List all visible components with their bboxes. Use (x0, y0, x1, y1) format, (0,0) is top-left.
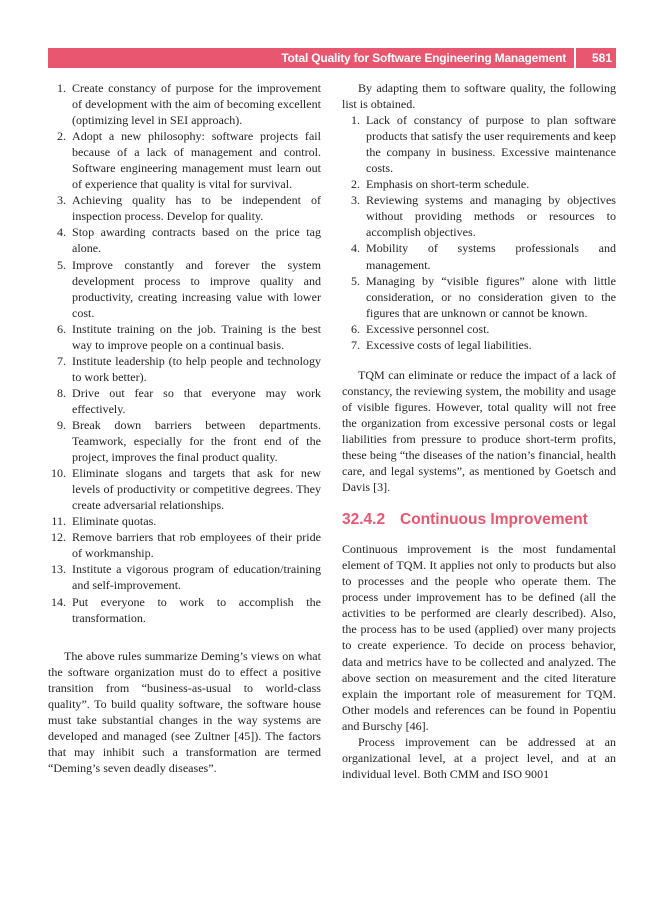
deming-points-list (48, 80, 321, 626)
list-item: 11. Eliminate quotas. (51, 514, 157, 529)
header-title: Total Quality for Software Engineering Management (281, 51, 566, 65)
list-item: 3. Reviewing systems and managing by objectives without providing methods or resources to accomplish objectives. (350, 193, 616, 240)
list-item: 4. Mobility of systems professionals and management. (350, 241, 616, 272)
list-item: 14. Put everyone to work to accomplish the transformation. (50, 594, 321, 625)
list-item: 5. Managing by “visible figures” alone with little consideration, or no consideration given to the figures that are unknown or cannot be known. (350, 273, 616, 320)
list-item: 7. Institute leadership (to help people and technology to work better). (56, 353, 321, 384)
list-item: 1. Lack of constancy of purpose to plan software products that satisfy the user requirements and keep the company in business. Excessive maintenance costs. (350, 113, 616, 176)
list-item: 2. Emphasis on short-term schedule. (350, 177, 530, 192)
list-item: 6. Excessive personnel cost. (350, 321, 490, 336)
tqm-paragraph: TQM can eliminate or reduce the impact of a lack of constancy, the reviewing system, the mobility and usage of visible figures. However, total quality will not free the organization from excessive personal costs or legal liabilities from pressure to produce short-term profits, these being “the diseases of the nation’s financial, health care, and legal systems”, as mentioned by Goetsch and Davis [3]. (342, 367, 616, 495)
list-item: 1. Create constancy of purpose for the improvement of development with the aim of becoming excellent (optimizing level in SEI approach). (56, 81, 321, 128)
section-number: 32.4.2 (342, 511, 386, 529)
deming-summary-paragraph: The above rules summarize Deming’s views on what the software organization must do to effect a positive transition from “business-as-usual to world-class quality”. To build quality software, the software house must take substantial changes in the way systems are developed and managed (see Zultner [45]). The factors that may inhibit such a transformation are termed “Deming’s seven deadly diseases”. (48, 648, 321, 775)
list-item: 8. Drive out fear so that everyone may work effectively. (56, 385, 321, 416)
list-item: 7. Excessive costs of legal liabilities. (350, 337, 532, 352)
list-item: 6. Institute training on the job. Training is the best way to improve people on a continual basis. (56, 321, 321, 352)
page-number: 581 (591, 51, 612, 65)
process-improvement-paragraph: Process improvement can be addressed at an organizational level, at a project level, and at an individual level. Both CMM and ISO 9001 (342, 734, 616, 781)
list-item: 2. Adopt a new philosophy: software projects fail because of a lack of management and control. Software engineering management must learn out of experience that quality is vital for survival. (56, 129, 321, 192)
list-item: 12. Remove barriers that rob employees of their pride of workmanship. (50, 530, 321, 561)
section-title: Continuous Improvement (400, 511, 588, 529)
intro-paragraph: By adapting them to software quality, the following list is obtained. (342, 81, 616, 112)
right-column (342, 80, 616, 782)
section-heading (342, 511, 616, 529)
list-item: 10. Eliminate slogans and targets that ask for new levels of productivity or competitive degrees. They create adversarial relationships. (50, 466, 321, 513)
running-header (48, 48, 616, 68)
continuous-improvement-paragraph: Continuous improvement is the most fundamental element of TQM. It applies not only to products but also to processes and the people who operate them. The process under improvement has to be defined (all the activities to be performed are clearly described). Also, the process has to be used (applied) over many projects to create experience. To decide on process behavior, data and metrics have to be collected and analyzed. The above section on measurement and the cited literature explain the important role of measurement for TQM. Other models and references can be found in Popentiu and Burschy [46]. (342, 542, 616, 733)
header-divider (574, 48, 576, 68)
left-column (48, 80, 321, 776)
list-item: 13. Institute a vigorous program of education/training and self-improvement. (50, 562, 321, 593)
list-item: 4. Stop awarding contracts based on the price tag alone. (56, 225, 321, 256)
list-item: 5. Improve constantly and forever the system development process to improve quality and productivity, creating increasing value with lower cost. (56, 257, 321, 320)
list-item: 3. Achieving quality has to be independent of inspection process. Develop for quality. (56, 193, 321, 224)
list-item: 9. Break down barriers between departments. Teamwork, especially for the front end of the project, improves the final product quality. (56, 417, 321, 465)
deadly-diseases-list (342, 112, 616, 353)
